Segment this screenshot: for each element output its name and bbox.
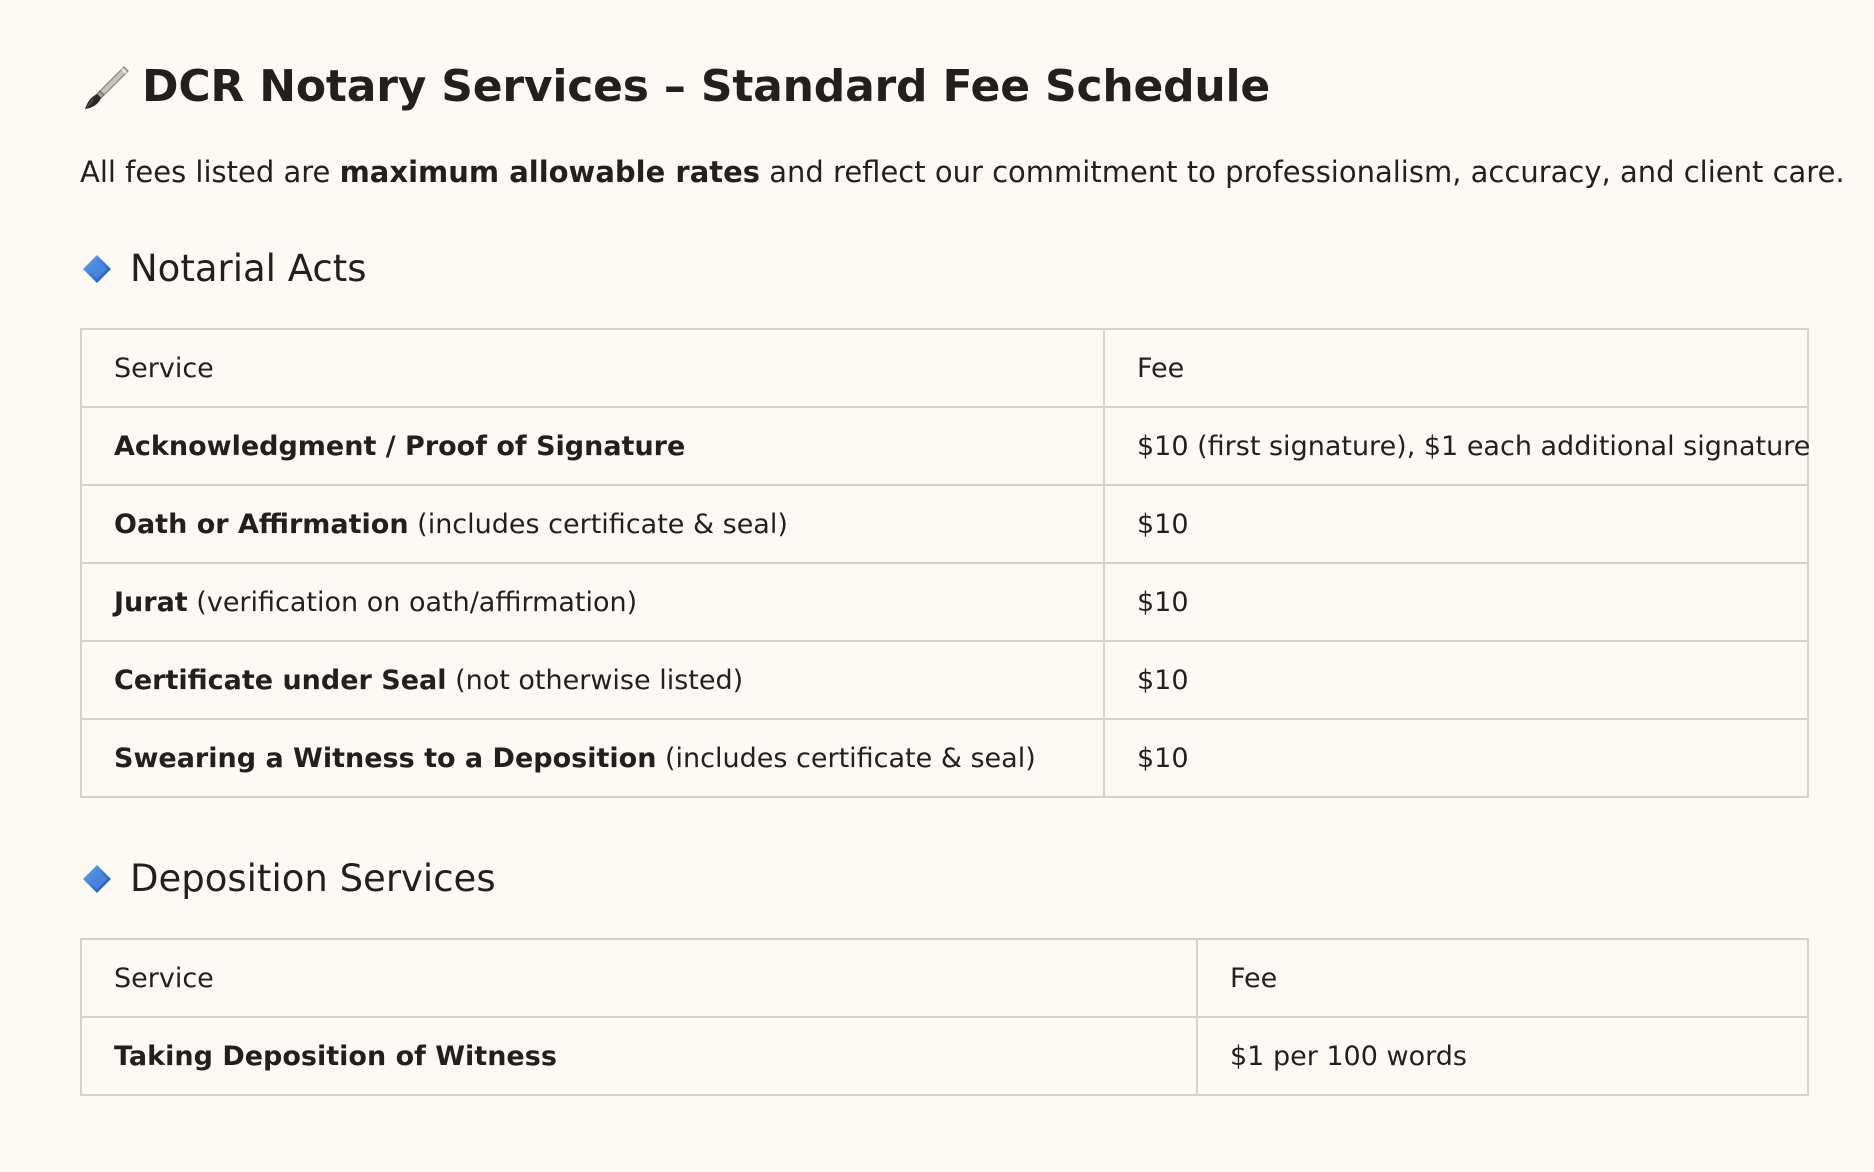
table-header-row	[81, 939, 1808, 1017]
fee-cell: $10	[1104, 485, 1808, 563]
service-note: (includes certificate & seal)	[408, 508, 788, 540]
service-cell	[81, 485, 1104, 563]
fee-cell: $10	[1104, 641, 1808, 719]
section-heading-text: Notarial Acts	[130, 247, 367, 290]
intro-paragraph	[80, 152, 1845, 192]
header-cell-fee: Fee	[1104, 329, 1808, 407]
service-cell	[81, 563, 1104, 641]
service-name: Jurat	[114, 586, 188, 618]
table-header-row	[81, 329, 1808, 407]
fee-cell: $10 (first signature), $1 each additional signature	[1104, 407, 1808, 485]
service-cell	[81, 1017, 1197, 1095]
section-heading-deposition-services	[80, 854, 1794, 904]
service-name: Certificate under Seal	[114, 664, 447, 696]
header-cell-service: Service	[81, 329, 1104, 407]
fee-cell: $10	[1104, 719, 1808, 797]
header-cell-fee: Fee	[1197, 939, 1808, 1017]
table-row	[81, 563, 1808, 641]
table-row	[81, 719, 1808, 797]
deposition-services-table	[80, 938, 1809, 1096]
table-row	[81, 1017, 1808, 1095]
service-cell	[81, 407, 1104, 485]
service-note: (includes certificate & seal)	[656, 742, 1036, 774]
service-name: Swearing a Witness to a Deposition	[114, 742, 657, 774]
blue-diamond-icon	[82, 864, 112, 894]
section-heading-notarial-acts	[80, 244, 1794, 294]
service-cell	[81, 641, 1104, 719]
service-note: (verification on oath/affirmation)	[187, 586, 638, 618]
fee-cell: $1 per 100 words	[1197, 1017, 1808, 1095]
service-cell	[81, 719, 1104, 797]
intro-text-before: All fees listed are	[80, 155, 340, 189]
fee-cell: $10	[1104, 563, 1808, 641]
blue-diamond-icon	[82, 254, 112, 284]
page-title-text: DCR Notary Services – Standard Fee Schedule	[142, 61, 1271, 112]
notarial-acts-table	[80, 328, 1809, 798]
intro-text-bold: maximum allowable rates	[339, 155, 761, 189]
service-note: (not otherwise listed)	[446, 664, 744, 696]
intro-text-after: and reflect our commitment to professionalism, accuracy, and client care.	[760, 155, 1845, 189]
paintbrush-icon	[80, 61, 132, 113]
section-heading-text: Deposition Services	[130, 857, 496, 900]
page-title	[80, 52, 1794, 122]
table-row	[81, 407, 1808, 485]
table-row	[81, 641, 1808, 719]
table-row	[81, 485, 1808, 563]
service-name: Acknowledgment / Proof of Signature	[114, 430, 686, 462]
header-cell-service: Service	[81, 939, 1197, 1017]
service-name: Oath or Affirmation	[114, 508, 409, 540]
service-name: Taking Deposition of Witness	[114, 1040, 557, 1072]
